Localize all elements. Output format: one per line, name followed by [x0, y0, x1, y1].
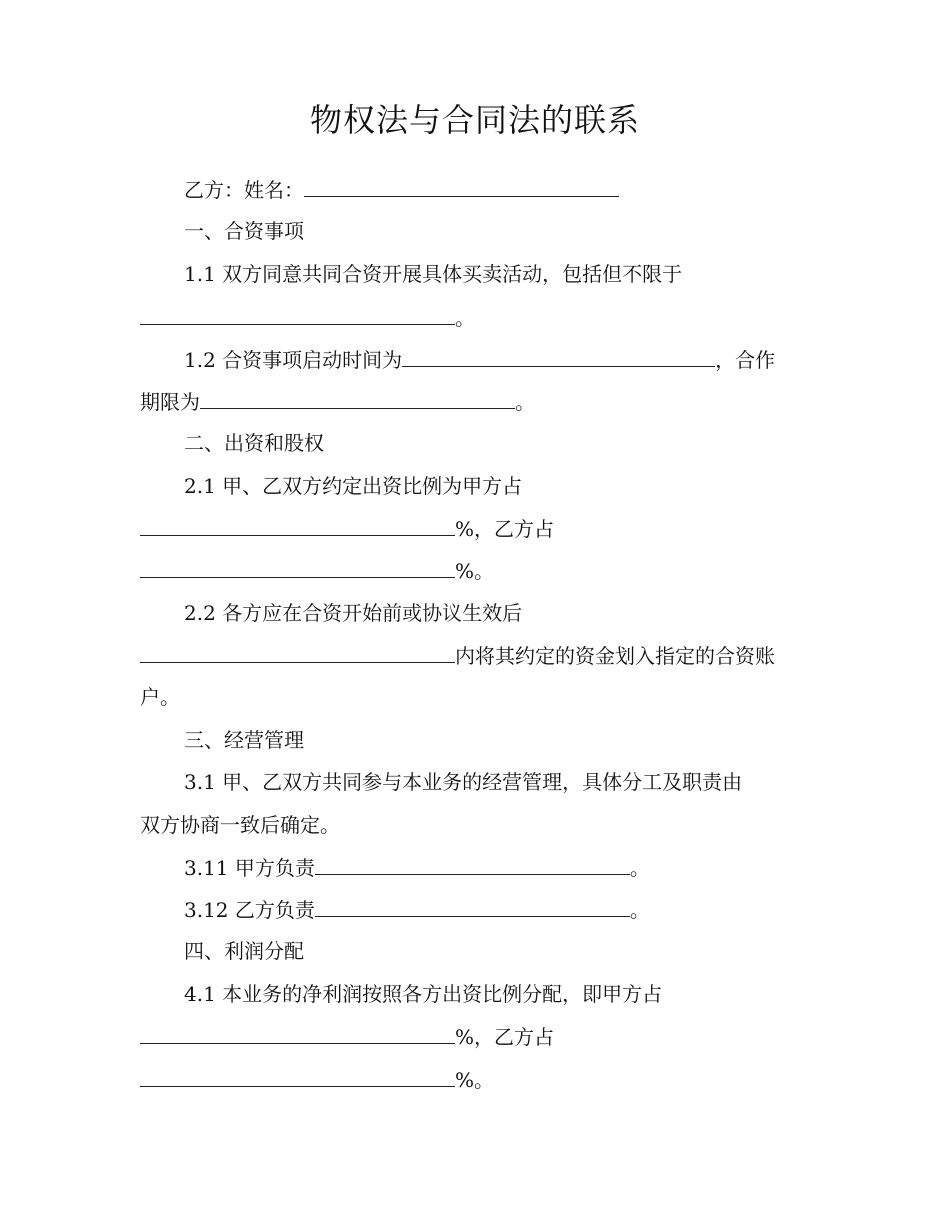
clause-2-2-line2 [140, 642, 775, 669]
section-2-heading: 二、出资和股权 [184, 431, 324, 455]
party-b-share-blank[interactable] [140, 557, 455, 578]
clause-4-1-line2 [140, 1023, 554, 1050]
party-a-duty-blank[interactable] [315, 854, 630, 875]
clause-2-1-line3 [140, 557, 494, 584]
clause-1-2-mid: ，合作 [715, 348, 776, 372]
document-title: 物权法与合同法的联系 [309, 101, 640, 139]
section-4-heading: 四、利润分配 [184, 939, 304, 963]
clause-3-11 [184, 854, 650, 881]
clause-1-1-end: 。 [455, 306, 475, 330]
section-1-heading: 一、合资事项 [184, 219, 304, 243]
party-b-label: 乙方：姓名： [184, 178, 304, 202]
clause-4-1-end: %。 [455, 1068, 495, 1092]
clause-4-1-line3 [140, 1066, 494, 1093]
party-b-duty-blank[interactable] [315, 896, 630, 917]
clause-3-12-end: 。 [629, 898, 650, 922]
clause-2-2-line3: 户。 [140, 685, 180, 709]
party-a-share-blank[interactable] [140, 515, 455, 536]
term-blank[interactable] [200, 388, 515, 409]
clause-3-12 [184, 896, 650, 923]
clause-2-1-end: %。 [455, 559, 495, 583]
clause-4-1: 4.1 本业务的净利润按照各方出资比例分配，即甲方占 [184, 982, 663, 1006]
clause-1-2-label: 1.2 合资事项启动时间为 [184, 348, 403, 372]
clause-4-1-mid: %，乙方占 [455, 1025, 555, 1049]
party-b-name-blank[interactable] [304, 176, 619, 197]
clause-2-2: 2.2 各方应在合资开始前或协议生效后 [184, 601, 523, 625]
clause-2-1: 2.1 甲、乙双方约定出资比例为甲方占 [184, 474, 523, 498]
clause-1-1: 1.1 双方同意共同合资开展具体买卖活动，包括但不限于 [184, 262, 683, 286]
clause-3-12-label: 3.12 乙方负责 [184, 898, 315, 922]
clause-1-1-fill-line [140, 304, 475, 331]
clause-2-2-mid: 内将其约定的资金划入指定的合资账 [455, 644, 775, 668]
clause-3-11-end: 。 [629, 856, 650, 880]
clause-2-1-mid: %，乙方占 [455, 517, 555, 541]
clause-1-2 [184, 346, 775, 373]
clause-1-2-term-label: 期限为 [140, 390, 200, 414]
payment-period-blank[interactable] [140, 642, 455, 663]
clause-3-1-line2: 双方协商一致后确定。 [140, 813, 340, 837]
section-3-heading: 三、经营管理 [184, 728, 304, 752]
party-a-profit-share-blank[interactable] [140, 1023, 455, 1044]
party-b-profit-share-blank[interactable] [140, 1066, 455, 1087]
clause-3-11-label: 3.11 甲方负责 [184, 856, 315, 880]
clause-3-1: 3.1 甲、乙双方共同参与本业务的经营管理，具体分工及职责由 [184, 770, 743, 794]
clause-1-2-end: 。 [515, 390, 535, 414]
start-time-blank[interactable] [402, 346, 715, 367]
party-b-name-line [184, 176, 619, 203]
clause-1-1-blank[interactable] [140, 304, 455, 325]
clause-1-2-line2 [140, 388, 535, 415]
clause-2-1-line2 [140, 515, 554, 542]
